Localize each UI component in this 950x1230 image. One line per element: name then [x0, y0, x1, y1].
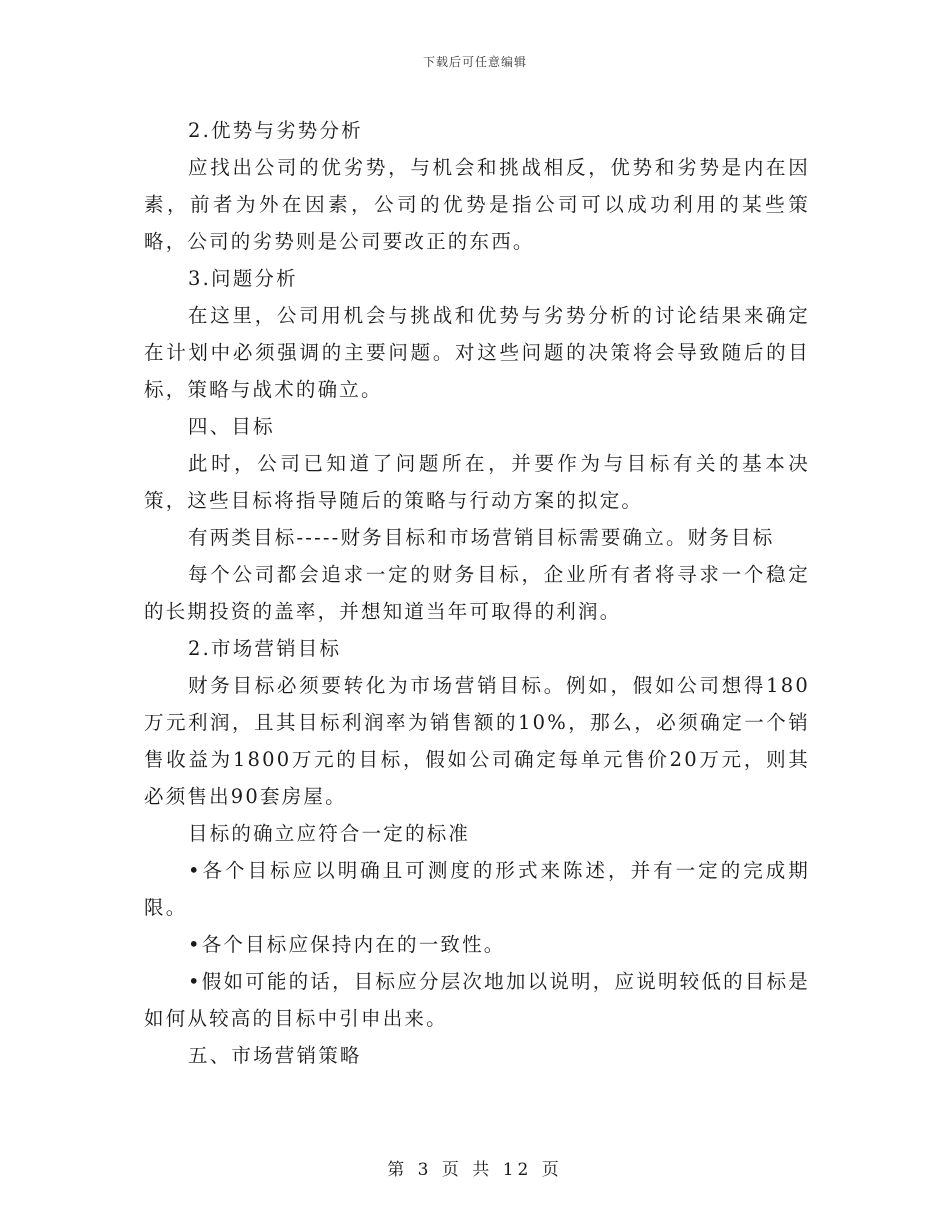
page-header: 下载后可任意编辑: [422, 55, 527, 69]
paragraph-objectives-intro: 此时，公司已知道了问题所在，并要作为与目标有关的基本决策，这些目标将指导随后的策略与行动方案的拟定。: [144, 452, 810, 512]
bullet-hierarchy: •假如可能的话，目标应分层次地加以说明，应说明较低的目标是如何从较高的目标中引申出来。: [144, 970, 810, 1030]
paragraph-problem-analysis: 在这里，公司用机会与挑战和优势与劣势分析的讨论结果来确定在计划中必须强调的主要问题。对这些问题的决策将会导致随后的目标，策略与战术的确立。: [144, 304, 810, 401]
bullet-measurable: •各个目标应以明确且可测度的形式来陈述，并有一定的完成期限。: [144, 859, 810, 919]
bullet-consistency: •各个目标应保持内在的一致性。: [188, 933, 506, 956]
paragraph-two-objective-types: 有两类目标-----财务目标和市场营销目标需要确立。财务目标: [188, 526, 775, 549]
heading-strengths-weaknesses: 2.优势与劣势分析: [188, 119, 363, 142]
paragraph-financial-objective: 每个公司都会追求一定的财务目标，企业所有者将寻求一个稳定的长期投资的盖率，并想知道当年可取得的利润。: [144, 563, 810, 623]
page-footer: 第 3 页 共 12 页: [387, 1160, 563, 1180]
heading-objectives: 四、目标: [188, 415, 275, 438]
heading-marketing-strategy: 五、市场营销策略: [188, 1044, 362, 1067]
paragraph-strengths-weaknesses: 应找出公司的优劣势，与机会和挑战相反，优势和劣势是内在因素，前者为外在因素，公司的优势是指公司可以成功利用的某些策略，公司的劣势则是公司要改正的东西。: [144, 156, 810, 253]
document-body: [144, 112, 810, 1074]
paragraph-objective-criteria: 目标的确立应符合一定的标准: [188, 822, 471, 845]
heading-problem-analysis: 3.问题分析: [188, 267, 298, 290]
heading-marketing-objectives: 2.市场营销目标: [188, 637, 342, 660]
paragraph-marketing-objectives: 财务目标必须要转化为市场营销目标。例如，假如公司想得180万元利润，且其目标利润率为销售额的10%，那么，必须确定一个销售收益为1800万元的目标，假如公司确定每单元售价20万元，则其必须售出90套房屋。: [144, 674, 810, 808]
